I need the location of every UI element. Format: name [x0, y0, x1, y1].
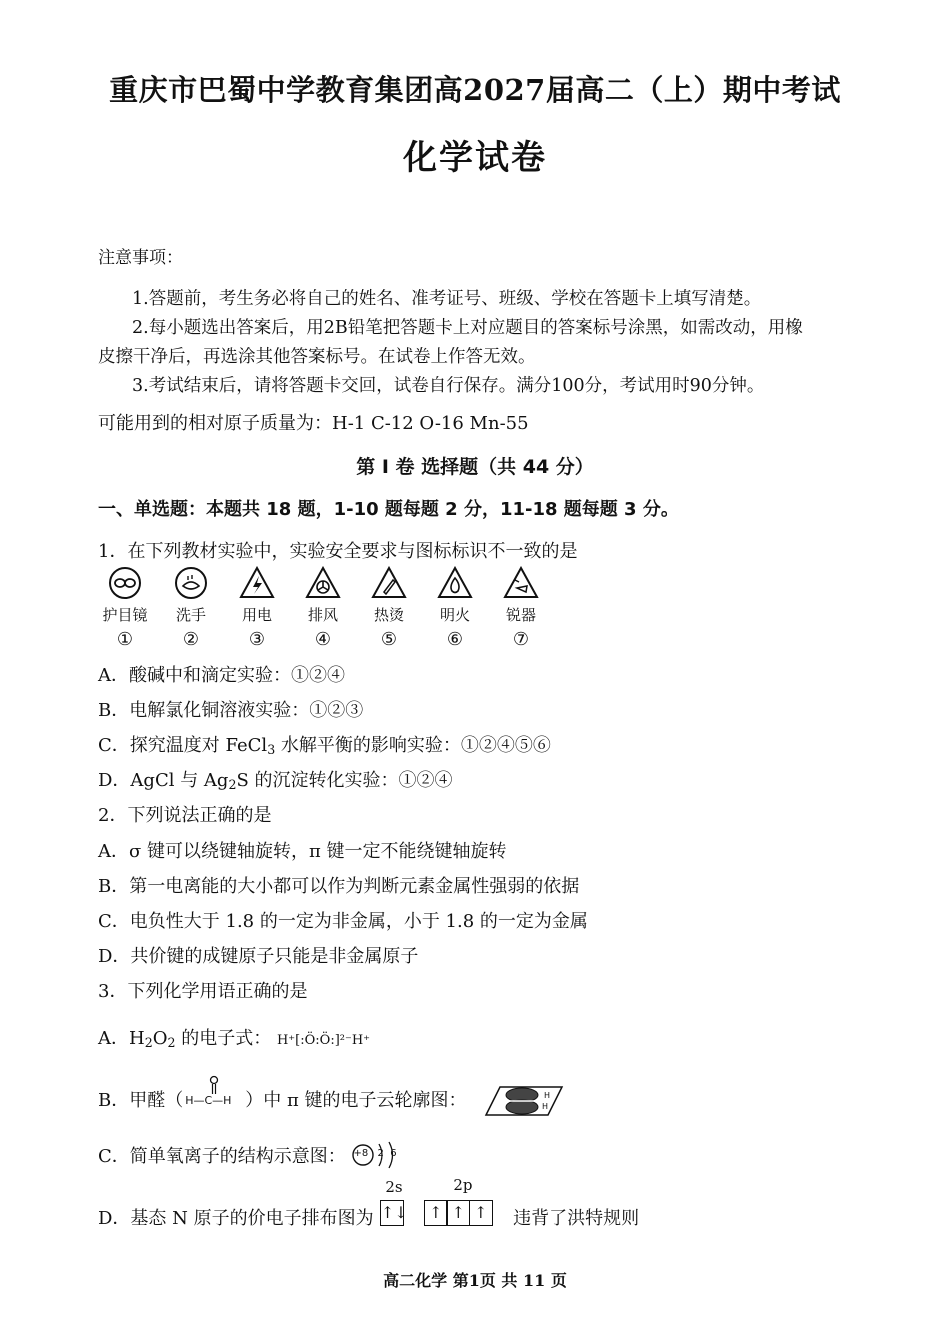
icon-number: ① — [116, 629, 134, 650]
q3-d-pre: D．基态 N 原子的价电子排布图为 — [98, 1208, 374, 1229]
note-3: 3.考试结束后，请将答题卡交回，试卷自行保存。满分100分，考试用时90分钟。 — [132, 376, 765, 396]
q3-b-pre: B．甲醛（ — [98, 1090, 184, 1111]
icon-col-hot — [362, 566, 416, 650]
orbital-2p-boxes — [425, 1200, 493, 1226]
q1-option-b: B．电解氯化铜溶液实验：①②③ — [98, 700, 364, 721]
q3-a-pre: A．H — [98, 1028, 145, 1049]
orbital-2s-boxes — [380, 1200, 408, 1226]
q2-option-d: D．共价键的成键原子只能是非金属原子 — [98, 946, 419, 967]
q2-option-a: A．σ 键可以绕键轴旋转，π 键一定不能绕键轴旋转 — [98, 841, 507, 862]
n-orbital-diagram — [379, 1176, 507, 1230]
icon-label: 明火 — [439, 606, 470, 624]
wash-hands-icon — [174, 566, 208, 600]
icon-col-sharp — [494, 566, 548, 650]
pi-bond-cloud-icon — [472, 1083, 564, 1119]
orbital-2p-label: 2p — [453, 1176, 473, 1194]
q1-stem: 1．在下列教材实验中，实验安全要求与图标标识不一致的是 — [98, 541, 578, 562]
q3-option-a — [98, 1024, 370, 1050]
icon-col-wash — [164, 566, 218, 650]
icon-col-electric — [230, 566, 284, 650]
icon-label: 排风 — [307, 606, 338, 624]
orbital-box-2p-2: ↑ — [446, 1200, 470, 1226]
q2-option-b: B．第一电离能的大小都可以作为判断元素金属性强弱的依据 — [98, 876, 580, 897]
section-part1: 一、单选题：本题共 18 题，1-10 题每题 2 分，11-18 题每题 3 分。 — [98, 499, 679, 520]
icon-number: ⑤ — [380, 629, 398, 650]
q1-c-pre: C．探究温度对 FeCl — [98, 735, 268, 756]
icon-label: 护目镜 — [102, 606, 148, 624]
formaldehyde-structure — [183, 1080, 245, 1114]
note-1: 1.答题前，考生务必将自己的姓名、准考证号、班级、学校在答题卡上填写清楚。 — [132, 289, 762, 309]
orbital-2s-label: 2s — [385, 1178, 403, 1196]
orbital-box-2p-1: ↑ — [424, 1200, 448, 1226]
sharp-object-icon — [503, 566, 539, 600]
orbital-box-2s: ↑↓ — [380, 1200, 404, 1226]
q3-c-text: C．简单氧离子的结构示意图： — [98, 1146, 346, 1167]
open-flame-icon — [437, 566, 473, 600]
icon-col-flame — [428, 566, 482, 650]
q3-option-d — [98, 1176, 640, 1230]
icon-number: ② — [182, 629, 200, 650]
note-2b: 皮擦干净后，再选涂其他答案标号。在试卷上作答无效。 — [98, 347, 536, 367]
svg-text:H: H — [542, 1102, 549, 1111]
goggles-icon — [108, 566, 142, 600]
icon-col-vent — [296, 566, 350, 650]
q1-option-c — [98, 731, 551, 757]
q3-a-post: 的电子式： — [175, 1028, 272, 1049]
ventilation-icon — [305, 566, 341, 600]
electricity-icon — [239, 566, 275, 600]
q2-option-c: C．电负性大于 1.8 的一定为非金属，小于 1.8 的一定为金属 — [98, 911, 588, 932]
q3-stem: 3．下列化学用语正确的是 — [98, 981, 308, 1002]
q3-a-formula: H⁺[:Ö:Ö:]²⁻H⁺ — [276, 1033, 371, 1048]
q1-d-pre: D．AgCl 与 Ag — [98, 770, 229, 791]
icon-label: 洗手 — [175, 606, 206, 624]
section-title: 第 I 卷 选择题（共 44 分） — [356, 456, 594, 478]
icon-number: ③ — [248, 629, 266, 650]
q1-c-sub: 3 — [267, 742, 276, 757]
hot-surface-icon — [371, 566, 407, 600]
q3-option-c — [98, 1140, 404, 1170]
exam-subtitle: 化学试卷 — [403, 138, 547, 178]
q1-d-sub: 2 — [228, 777, 237, 792]
q2-stem: 2．下列说法正确的是 — [98, 805, 272, 826]
page-footer: 高二化学 第1页 共 11 页 — [383, 1271, 567, 1290]
q3-d-post: 违背了洪特规则 — [513, 1208, 640, 1229]
q3-a-sub1: 2 — [144, 1035, 153, 1050]
icon-label: 热烫 — [373, 606, 404, 624]
ion-electrons: 2 6 — [377, 1148, 397, 1159]
icon-label: 用电 — [241, 606, 272, 624]
q1-d-post: S 的沉淀转化实验：①②④ — [236, 770, 453, 791]
notes-heading: 注意事项： — [98, 248, 183, 268]
formaldehyde-formula: H—C—H — [185, 1094, 232, 1107]
note-2a: 2.每小题选出答案后，用2B铅笔把答题卡上对应题目的答案标号涂黑，如需改动，用橡 — [132, 318, 803, 338]
icon-number: ⑥ — [446, 629, 464, 650]
icon-number: ⑦ — [512, 629, 530, 650]
q1-option-d — [98, 766, 453, 792]
icon-col-goggles — [98, 566, 152, 650]
atomic-masses: 可能用到的相对原子质量为：H-1 C-12 O-16 Mn-55 — [98, 413, 529, 434]
svg-text:H: H — [544, 1091, 551, 1100]
icon-label: 锐器 — [505, 606, 536, 624]
q3-a-mid: O — [152, 1028, 168, 1049]
oxide-ion-diagram — [352, 1140, 404, 1170]
ion-nucleus: +8 — [353, 1148, 369, 1159]
q3-option-b — [98, 1080, 564, 1119]
q1-c-post: 水解平衡的影响实验：①②④⑤⑥ — [275, 735, 551, 756]
orbital-box-2p-3: ↑ — [469, 1200, 493, 1226]
q1-option-a: A．酸碱中和滴定实验：①②④ — [98, 665, 345, 686]
q3-b-post: ）中 π 键的电子云轮廓图： — [245, 1090, 467, 1111]
q3-a-sub2: 2 — [167, 1035, 176, 1050]
icon-number: ④ — [314, 629, 332, 650]
exam-title: 重庆市巴蜀中学教育集团高2027届高二（上）期中考试 — [109, 73, 841, 107]
